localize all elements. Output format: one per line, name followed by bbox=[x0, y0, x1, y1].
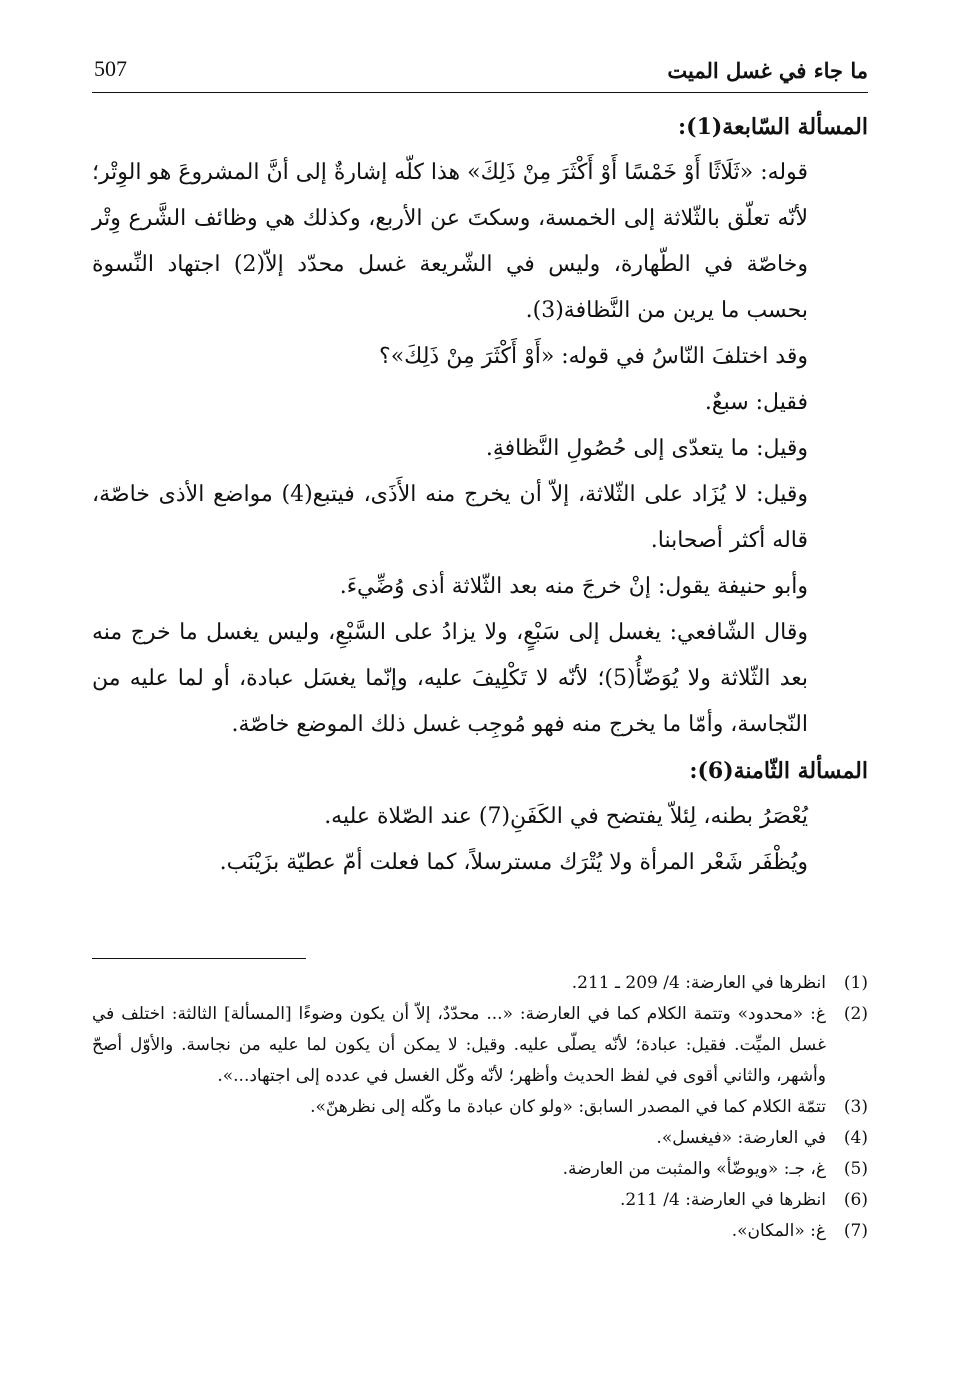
footnote bbox=[92, 1123, 868, 1154]
running-title: ما جاء في غسل الميت bbox=[667, 58, 868, 83]
main-text bbox=[92, 104, 868, 886]
paragraph: يُعْصَرُ بطنه، لِئلاّ يفتضح في الكَفَنِ(7) عند الصّلاة عليه. bbox=[324, 804, 808, 829]
paragraph: وقد اختلفَ النّاسُ في قوله: «أَوْ أَكْثَرَ مِنْ ذَلِكَ»؟ bbox=[379, 344, 808, 369]
footnote-number: (1) bbox=[843, 973, 868, 993]
footnote-number: (5) bbox=[843, 1159, 868, 1179]
paragraph: وقال الشّافعي: يغسل إلى سَبْعٍ، ولا يزادُ على السَّبْعِ، وليس يغسل ما خرج منه بعد الثّلاثة ولا يُوَضّأُ(5)؛ لأنّه لا تَكْلِيفَ عليه، وإنّما يغسَل عبادة، أو لما عليه من النّجاسة، وأمّا ما يخرج منه فهو مُوجِب غسل ذلك الموضع خاصّة. bbox=[92, 620, 809, 737]
footnote-text: غ: «المكان». bbox=[731, 1221, 826, 1241]
section-heading-seventh: المسألة السّابعة(1): bbox=[678, 114, 868, 140]
footnote-separator bbox=[92, 958, 306, 959]
footnote bbox=[92, 968, 868, 999]
paragraph: ويُظْفَر شَعْر المرأة ولا يُتْرَك مسترسلاً، كما فعلت أمّ عطيّة بزَيْنَب. bbox=[219, 850, 808, 875]
footnote-text: غ، جـ: «ويوضّأ» والمثبت من العارضة. bbox=[562, 1159, 826, 1179]
footnote bbox=[92, 1092, 868, 1123]
section-heading-eighth: المسألة الثّامنة(6): bbox=[689, 758, 868, 784]
footnote-text: انظرها في العارضة: 4/ 209 ـ 211. bbox=[571, 973, 826, 993]
footnote-number: (3) bbox=[843, 1097, 868, 1117]
footnote-text: تتمّة الكلام كما في المصدر السابق: «ولو كان عبادة ما وكّله إلى نظرهنّ». bbox=[310, 1097, 826, 1117]
footnote-text: انظرها في العارضة: 4/ 211. bbox=[619, 1190, 826, 1210]
page-number: 507 bbox=[94, 56, 127, 81]
footnote bbox=[92, 1216, 868, 1247]
paragraph: وأبو حنيفة يقول: إنْ خرجَ منه بعد الثّلاثة أذى وُضِّيءَ. bbox=[339, 574, 808, 599]
paragraph: وقيل: ما يتعدّى إلى حُصُولِ النَّظافةِ. bbox=[485, 436, 808, 461]
footnote-number: (6) bbox=[843, 1190, 868, 1210]
footnote-text: غ: «محدود» وتتمة الكلام كما في العارضة: «... محدّدٌ، إلاّ أن يكون وضوءًا [المسألة] الثالثة: اختلف في غسل الميِّت. فقيل: عبادة؛ لأنّه يصلّى عليه. وقيل: لا يمكن أن يكون لما عليه من نجاسة. والأوّل أصحّ وأشهر، والثاني أقوى في لفظ الحديث وأظهر؛ لأنّه وكّل الغسل في عدده إلى اجتهاد...». bbox=[92, 1004, 826, 1086]
paragraph: فقيل: سبعٌ. bbox=[704, 390, 808, 415]
footnote-text: في العارضة: «فيغسل». bbox=[656, 1128, 826, 1148]
footnote-number: (4) bbox=[843, 1128, 868, 1148]
paragraph: وقيل: لا يُزَاد على الثّلاثة، إلاّ أن يخرج منه الأَذَى، فيتبع(4) مواضع الأذى خاصّة، قاله أكثر أصحابنا. bbox=[92, 482, 808, 553]
footnotes bbox=[92, 968, 868, 1247]
footnote bbox=[92, 1154, 868, 1185]
footnote bbox=[92, 999, 868, 1092]
footnote-number: (2) bbox=[843, 1004, 868, 1024]
page-header bbox=[92, 50, 868, 93]
footnote-number: (7) bbox=[843, 1221, 868, 1241]
footnote bbox=[92, 1185, 868, 1216]
paragraph: قوله: «ثَلَاثًا أَوْ خَمْسًا أَوْ أَكْثَرَ مِنْ ذَلِكَ» هذا كلّه إشارةٌ إلى أنَّ المشروعَ هو الوِتْر؛ لأنّه تعلّق بالثّلاثة إلى الخمسة، وسكتَ عن الأربع، وكذلك هي وظائف الشَّرع وِتْر وخاصّة في الطّهارة، وليس في الشّريعة غسل محدّد إلاّ(2) اجتهاد النِّسوة بحسب ما يرين من النَّظافة(3). bbox=[92, 160, 808, 323]
